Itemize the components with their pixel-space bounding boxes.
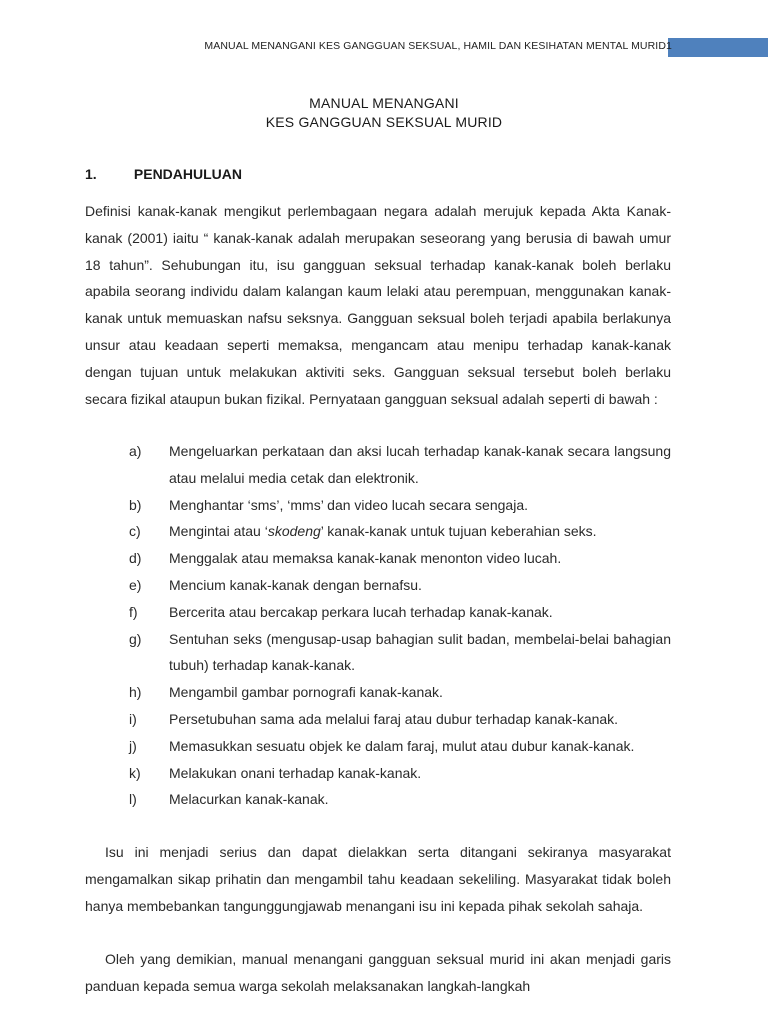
list-item [85,518,671,545]
list-item [85,572,671,599]
section-number: 1. [85,166,97,182]
page-header [0,38,768,58]
harassment-list [85,438,671,813]
list-item-text: Mengambil gambar pornografi kanak-kanak. [169,684,443,701]
list-marker: b) [129,496,142,513]
body-paragraph-3: Oleh yang demikian, manual menangani gangguan seksual murid ini akan menjadi garis panduan kepada semua warga sekolah melaksanakan langkah-langkah [85,951,671,994]
list-item-text-before: Mengintai atau ‘ [169,523,268,540]
section-title: PENDAHULUAN [133,166,243,182]
list-marker: j) [129,737,137,754]
list-marker: f) [129,603,138,620]
document-title [0,94,768,132]
list-item-text: Menghantar ‘sms’, ‘mms’ dan video lucah secara sengaja. [169,496,528,513]
intro-paragraph: Definisi kanak-kanak mengikut perlembagaan negara adalah merujuk kepada Akta Kanak-kanak (2001) iaitu “ kanak-kanak adalah merupakan seseorang yang berusia di bawah umur 18 tahun”. Sehubungan itu, isu gangguan seksual terhadap kanak-kanak boleh berlaku apabila seorang individu dalam kalangan kaum lelaki atau perempuan, menggunakan kanak-kanak untuk memuaskan nafsu seksnya. Gangguan seksual boleh terjadi apabila berlakunya unsur atau keadaan seperti memaksa, mengancam atau menipu terhadap kanak-kanak dengan tujuan untuk melakukan aktiviti seks. Gangguan seksual tersebut boleh berlaku secara fizikal ataupun bukan fizikal. Pernyataan gangguan seksual adalah seperti di bawah : [85,203,671,407]
list-item-text: Melacurkan kanak-kanak. [169,791,329,808]
list-item-text-italic: skodeng [267,523,321,540]
list-item-text: Sentuhan seks (mengusap-usap bahagian sulit badan, membelai-belai bahagian tubuh) terhadap kanak-kanak. [169,630,671,674]
list-marker: i) [129,710,137,727]
list-item-text: Melakukan onani terhadap kanak-kanak. [169,764,422,781]
list-marker: a) [129,443,142,459]
list-item-text: Persetubuhan sama ada melalui faraj atau dubur terhadap kanak-kanak. [169,710,619,727]
list-item-text: Bercerita atau bercakap perkara lucah terhadap kanak-kanak. [169,603,553,620]
running-header-title: MANUAL MENANGANI KES GANGGUAN SEKSUAL, HAMIL DAN KESIHATAN MENTAL MURID [204,40,666,52]
list-item-text: Memasukkan sesuatu objek ke dalam faraj, mulut atau dubur kanak-kanak. [169,737,635,754]
list-item [85,679,671,706]
list-item-text-after: ’ kanak-kanak untuk tujuan keberahian seks. [320,523,597,540]
list-item [85,492,671,519]
list-marker: h) [129,684,142,701]
header-accent-bar [668,38,768,57]
list-marker: d) [129,550,142,567]
list-marker: e) [129,576,142,593]
list-marker: g) [129,630,142,647]
list-item [85,786,671,813]
body-paragraph-2: Isu ini menjadi serius dan dapat dielakkan serta ditangani sekiranya masyarakat mengamalkan sikap prihatin dan mengambil tahu keadaan sekeliling. Masyarakat tidak boleh hanya membebankan tangunggungjawab menangani isu ini kepada pihak sekolah sahaja. [85,844,671,914]
title-line-1: MANUAL MENANGANI [309,95,459,111]
list-marker: l) [129,791,137,808]
list-item [85,733,671,760]
list-item [85,760,671,787]
title-line-2: KES GANGGUAN SEKSUAL MURID [265,114,503,130]
list-item-text: Mencium kanak-kanak dengan bernafsu. [169,576,422,593]
list-item [85,545,671,572]
list-item [85,706,671,733]
list-marker: c) [129,523,141,540]
section-heading [85,166,242,182]
list-item-text: Mengeluarkan perkataan dan aksi lucah terhadap kanak-kanak secara langsung atau melalui media cetak dan elektronik. [169,443,671,486]
page-number: 1 [666,40,672,52]
list-item [85,626,671,680]
list-item-text: Menggalak atau memaksa kanak-kanak menonton video lucah. [169,550,562,567]
list-item [85,438,671,492]
list-marker: k) [129,764,141,781]
list-item [85,599,671,626]
